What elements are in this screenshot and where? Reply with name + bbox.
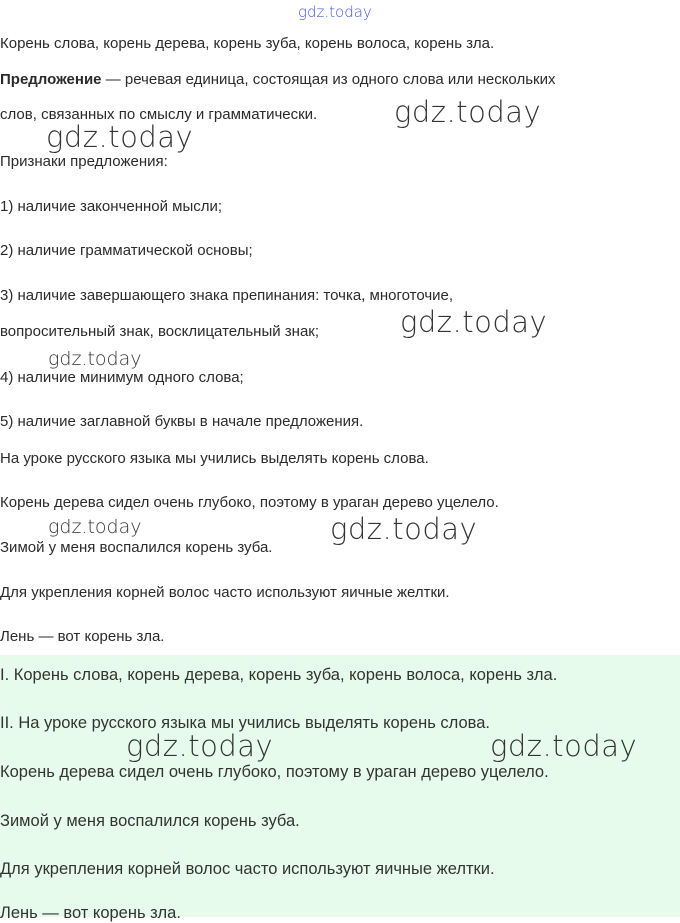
text-line-roots: Корень слова, корень дерева, корень зуба, корень волоса, корень зла. (0, 35, 495, 52)
definition-term: Предложение (0, 71, 102, 88)
sign-4: 4) наличие минимум одного слова; (0, 369, 244, 386)
sign-3-line-1: 3) наличие завершающего знака препинания: точка, многоточие, (0, 287, 454, 304)
answer-1: I. Корень слова, корень дерева, корень зуба, корень волоса, корень зла. (0, 666, 558, 684)
sentence-1: На уроке русского языка мы учились выделять корень слова. (0, 450, 429, 467)
answer-box (0, 655, 680, 922)
definition-line-2: слов, связанных по смыслу и грамматически. (0, 106, 318, 123)
answer-5: Для укрепления корней волос часто используют яичные желтки. (0, 860, 495, 878)
signs-title: Признаки предложения: (0, 153, 168, 170)
watermark: gdz.today (126, 729, 274, 763)
watermark: gdz.today (490, 729, 638, 763)
answer-3: Корень дерева сидел очень глубоко, поэтому в ураган дерево уцелело. (0, 763, 549, 781)
watermark: gdz.today (400, 305, 548, 339)
sentence-2: Корень дерева сидел очень глубоко, поэтому в ураган дерево уцелело. (0, 494, 499, 511)
definition-line (0, 71, 555, 89)
watermark: gdz.today (394, 95, 542, 129)
sign-2: 2) наличие грамматической основы; (0, 242, 253, 259)
sentence-3: Зимой у меня воспалился корень зуба. (0, 539, 273, 556)
watermark: gdz.today (48, 516, 142, 538)
header-watermark: gdz.today (298, 3, 372, 21)
answer-2: II. На уроке русского языка мы учились выделять корень слова. (0, 714, 490, 732)
watermark: gdz.today (330, 512, 478, 546)
sentence-5: Лень — вот корень зла. (0, 628, 165, 645)
sentence-4: Для укрепления корней волос часто используют яичные желтки. (0, 584, 450, 601)
sign-5: 5) наличие заглавной буквы в начале предложения. (0, 413, 364, 430)
watermark: gdz.today (46, 120, 194, 154)
answer-4: Зимой у меня воспалился корень зуба. (0, 812, 300, 830)
sign-1: 1) наличие законченной мысли; (0, 198, 223, 215)
sign-3-line-2: вопросительный знак, восклицательный знак; (0, 323, 320, 340)
definition-text: — речевая единица, состоящая из одного слова или нескольких (101, 71, 556, 88)
watermark: gdz.today (48, 348, 142, 370)
answer-6: Лень — вот корень зла. (0, 904, 181, 922)
